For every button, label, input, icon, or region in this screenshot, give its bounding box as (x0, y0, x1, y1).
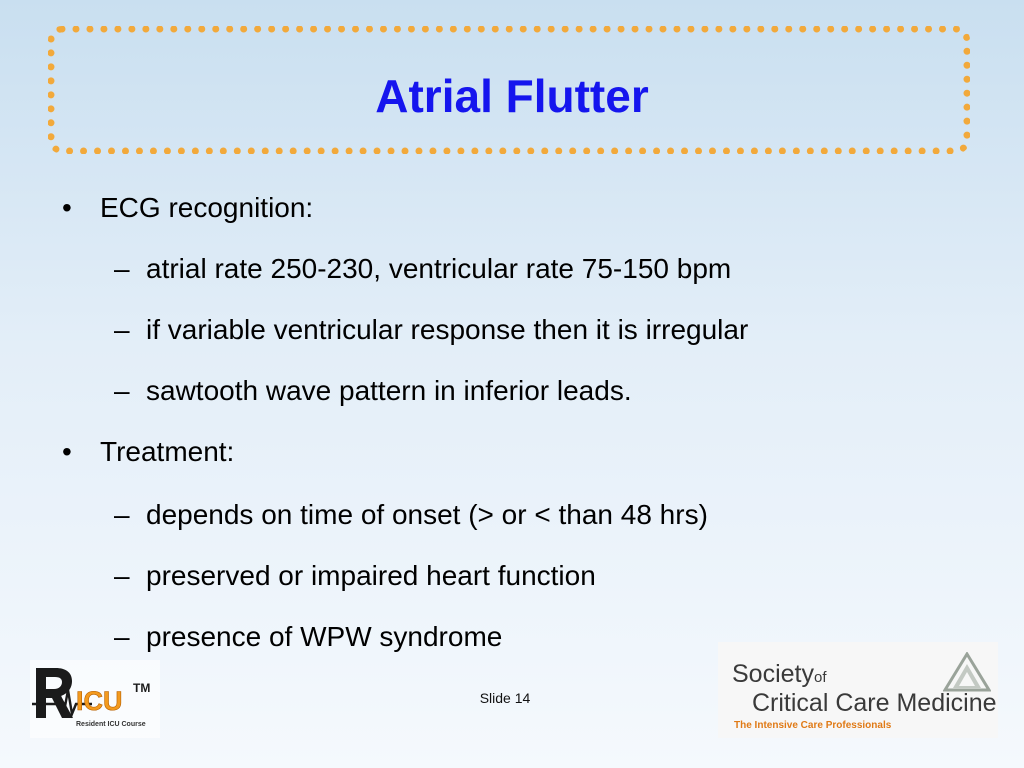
ricu-letters: ICU (76, 686, 123, 716)
sub-bullet-item: presence of WPW syndrome (146, 621, 503, 652)
sub-bullet-item: if variable ventricular response then it is irregular (146, 314, 749, 345)
bullet-marker: • (62, 436, 72, 467)
sub-bullet-marker: – (114, 621, 130, 652)
sub-bullet-item: preserved or impaired heart function (146, 560, 596, 591)
ricu-logo-graphic (30, 660, 160, 738)
sccm-name: Critical Care Medicine (752, 689, 997, 717)
sub-bullet-item: sawtooth wave pattern in inferior leads. (146, 375, 632, 406)
sub-bullet-marker: – (114, 375, 130, 406)
sccm-triangle-icon (943, 652, 991, 692)
bullet-item: Treatment: (100, 436, 235, 467)
sub-bullet-item: atrial rate 250-230, ventricular rate 75-150 bpm (146, 253, 732, 284)
sccm-of-word: of (813, 669, 827, 686)
sccm-logo (718, 642, 998, 738)
slide-number: Slide 14 (479, 690, 531, 706)
ricu-tm: TM (133, 681, 151, 695)
sub-bullet-marker: – (114, 253, 130, 284)
bullet-marker: • (62, 192, 72, 223)
sub-bullet-item: depends on time of onset (> or < than 48 hrs) (146, 499, 708, 530)
sccm-society-word: Society (732, 660, 814, 688)
ricu-logo (30, 660, 160, 738)
sub-bullet-marker: – (114, 499, 130, 530)
sub-bullet-marker: – (114, 314, 130, 345)
sccm-society-line (732, 660, 827, 692)
slide-title: Atrial Flutter (375, 70, 649, 122)
bullet-item: ECG recognition: (100, 192, 314, 223)
sub-bullet-marker: – (114, 560, 130, 591)
ricu-caption: Resident ICU Course (76, 721, 146, 728)
sccm-tagline: The Intensive Care Professionals (734, 720, 892, 731)
